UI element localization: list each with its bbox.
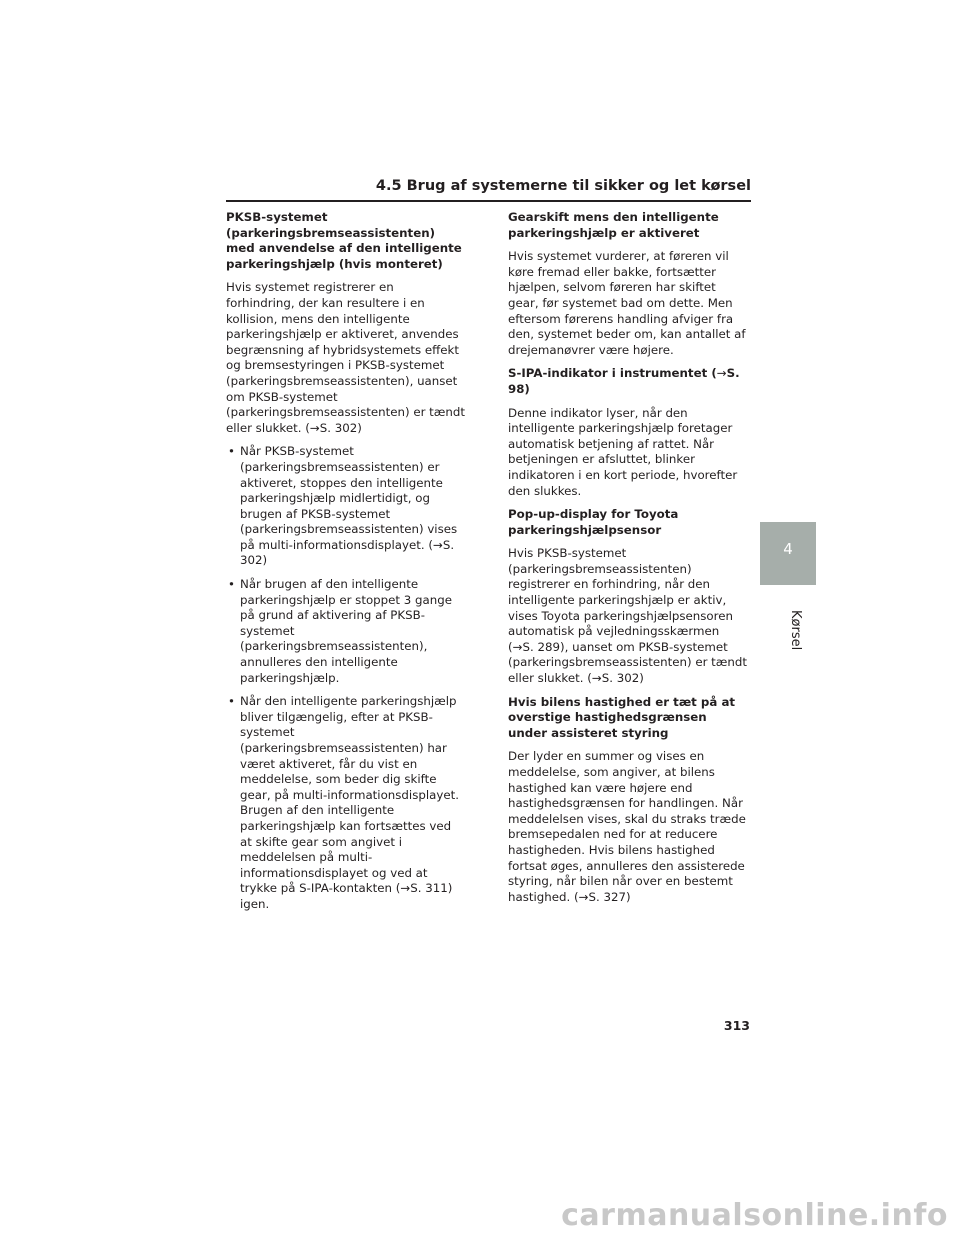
watermark: carmanualsonline.info [561,1198,948,1233]
page-reference: S. 302) [601,671,644,686]
arrow-icon: → [400,881,411,896]
page-reference: S. 327) [588,889,631,904]
paragraph-text: Der lyder en summer og vises en meddelelse, som angiver, at bilens hastighed kan være højere end hastighedsgrænsen for handlingen. Når meddelelsen vises, skal du straks træde bremsepedalen ned for at reducere hastigheden. Hvis bilens hastighed fortsat øges, annulleres den assisterede styring, når bilen når over en bestemt hastighed. ( [508,749,746,904]
page-reference: S. 302) [319,420,362,435]
section-heading: Hvis bilens hastighed er tæt på at overstige hastighedsgrænsen under assisteret styring [508,694,736,740]
header-divider [226,200,751,202]
arrow-icon: → [512,639,523,654]
right-column [508,210,748,913]
paragraph [508,546,748,686]
chapter-number: 4 [783,540,793,558]
heading-text: S-IPA-indikator i instrumentet ( [508,366,717,381]
paragraph: Hvis systemet vurderer, at føreren vil køre fremad eller bakke, fortsætter hjælpen, selvom føreren har skiftet gear, før systemet bad om dette. Men eftersom førerens handling afviger fra den, systemet beder om, kan antallet af drejemanøvrer være højere. [508,249,746,357]
bullet-text: Når den intelligente parkeringshjælp bliver tilgængelig, efter at PKSB-systemet (parkeringsbremseassistenten) har været aktiveret, får du vist en meddelelse, som beder dig skifte gear, på multi-informationsdisplayet. Brugen af den intelligente parkeringshjælp kan fortsættes ved at skifte gear som angivet i meddelelsen på multi-informationsdisplayet og ved at trykke på S-IPA-kontakten ( [240,694,459,896]
arrow-icon: → [591,671,602,686]
paragraph-text: Hvis PKSB-systemet (parkeringsbremseassistenten) registrerer en forhindring, når den intelligente parkeringshjælp er aktiv, vises Toyota parkeringshjælpsensoren automatisk på vejledningsskærmen ( [508,546,733,654]
paragraph [508,749,748,905]
section-heading: PKSB-systemet (parkeringsbremseassistenten) med anvendelse af den intelligente parkeringshjælp (hvis monteret) [226,210,462,271]
section-title: 4.5 Brug af systemerne til sikker og let kørsel [375,178,751,194]
page-reference: S. 311) igen. [240,881,453,911]
chapter-label: Kørsel [788,610,803,651]
section-heading: Pop-up-display for Toyota parkeringshjælpsensor [508,507,679,537]
paragraph [226,280,466,436]
page-reference: S. 98) [508,366,740,396]
arrow-icon: → [716,366,727,381]
bullet-item [226,577,466,686]
bullet-text: Når PKSB-systemet (parkeringsbremseassistenten) er aktiveret, stoppes den intelligente parkeringshjælp midlertidigt, og brugen af PKSB-systemet (parkeringsbremseassistenten) vises på multi-informationsdisplayet. ( [240,444,458,552]
page-reference: S. 289), uanset om PKSB-systemet (parkeringsbremseassistenten) er tændt eller slukket. ( [508,639,747,686]
arrow-icon: → [309,420,320,435]
section-heading [508,366,748,397]
paragraph: Denne indikator lyser, når den intelligente parkeringshjælp foretager automatisk betjening af rattet. Når betjeningen er afsluttet, blinker indikatoren i en kort periode, hvorefter den slukkes. [508,405,738,498]
arrow-icon: → [578,889,589,904]
bullet-text: Når brugen af den intelligente parkeringshjælp er stoppet 3 gange på grund af aktivering af PKSB-systemet (parkeringsbremseassistenten), annulleres den intelligente parkeringshjælp. [240,577,452,685]
section-heading: Gearskift mens den intelligente parkeringshjælp er aktiveret [508,210,719,240]
paragraph-text: Hvis systemet registrerer en forhindring, der kan resultere i en kollision, mens den intelligente parkeringshjælp er aktiveret, anvendes begrænsning af hybridsystemets effekt og bremsestyringen i PKSB-systemet (parkeringsbremseassistenten), uanset om PKSB-systemet (parkeringsbremseassistenten) er tændt eller slukket. ( [226,280,465,435]
page-number: 313 [723,1018,750,1033]
bullet-item [226,444,466,569]
page-reference: S. 302) [240,537,455,568]
bullet-item [226,694,466,912]
arrow-icon: → [432,537,443,552]
left-column [226,210,466,921]
